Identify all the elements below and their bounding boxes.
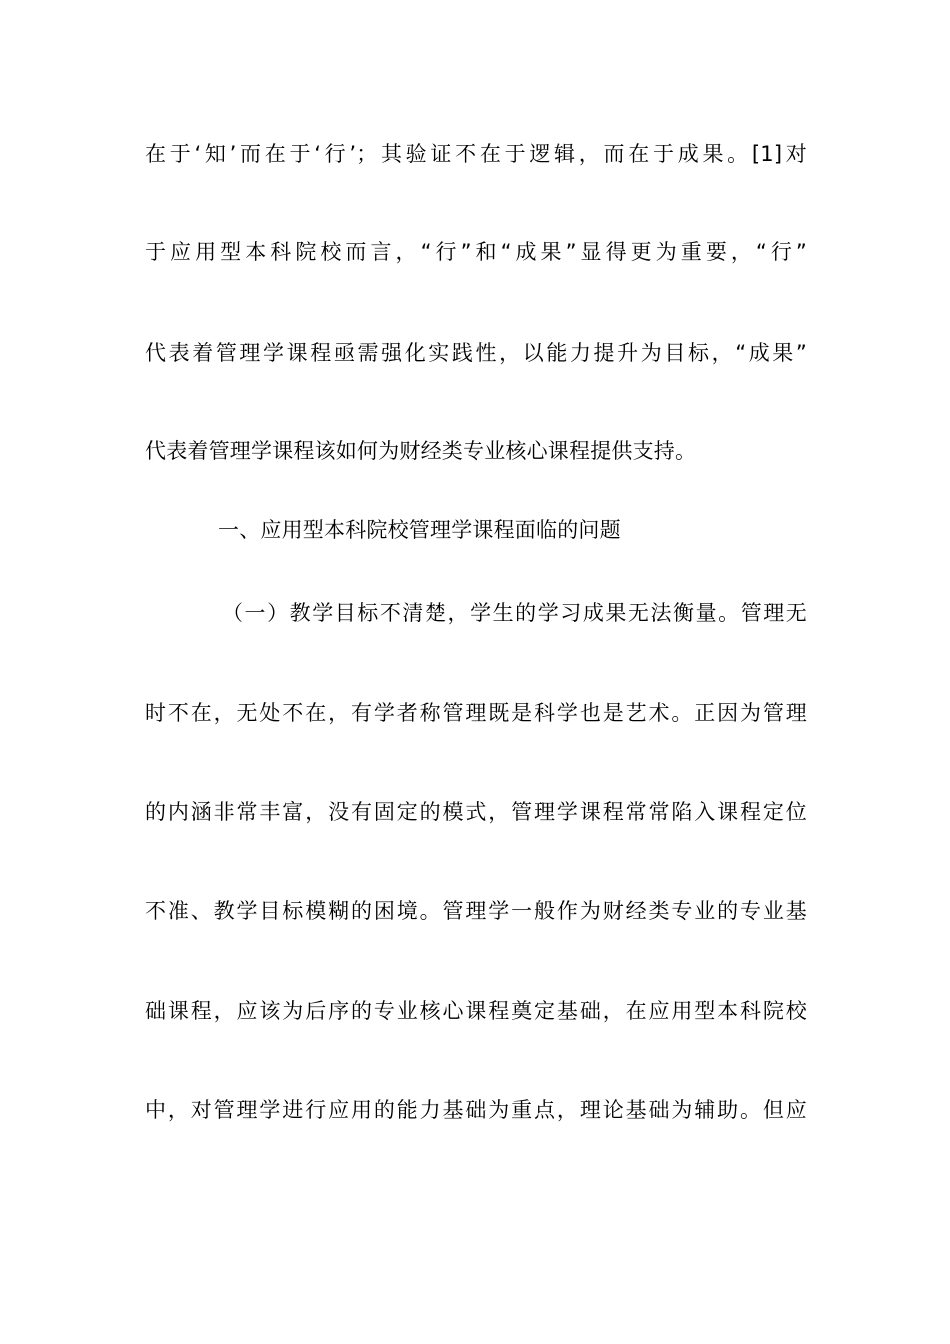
paragraph-line-1: 在于‘知’而在于‘行’；其验证不在于逻辑，而在于成果。[1]对 <box>145 142 807 166</box>
paragraph-line-2: 于应用型本科院校而言，“行”和“成果”显得更为重要，“行” <box>145 240 807 264</box>
paragraph-line-3: 代表着管理学课程亟需强化实践性，以能力提升为目标，“成果” <box>145 341 807 365</box>
subsection-line-4: 不准、教学目标模糊的困境。管理学一般作为财经类专业的专业基 <box>145 899 807 923</box>
subsection-line-5: 础课程，应该为后序的专业核心课程奠定基础，在应用型本科院校 <box>145 999 807 1023</box>
section-heading: 一、应用型本科院校管理学课程面临的问题 <box>218 518 621 542</box>
paragraph-line-4: 代表着管理学课程该如何为财经类专业核心课程提供支持。 <box>145 439 697 463</box>
subsection-line-2: 时不在，无处不在，有学者称管理既是科学也是艺术。正因为管理 <box>145 701 807 725</box>
subsection-line-1: （一）教学目标不清楚，学生的学习成果无法衡量。管理无 <box>222 601 807 625</box>
subsection-line-3: 的内涵非常丰富，没有固定的模式，管理学课程常常陷入课程定位 <box>145 800 807 824</box>
subsection-line-6: 中，对管理学进行应用的能力基础为重点，理论基础为辅助。但应 <box>145 1098 807 1122</box>
